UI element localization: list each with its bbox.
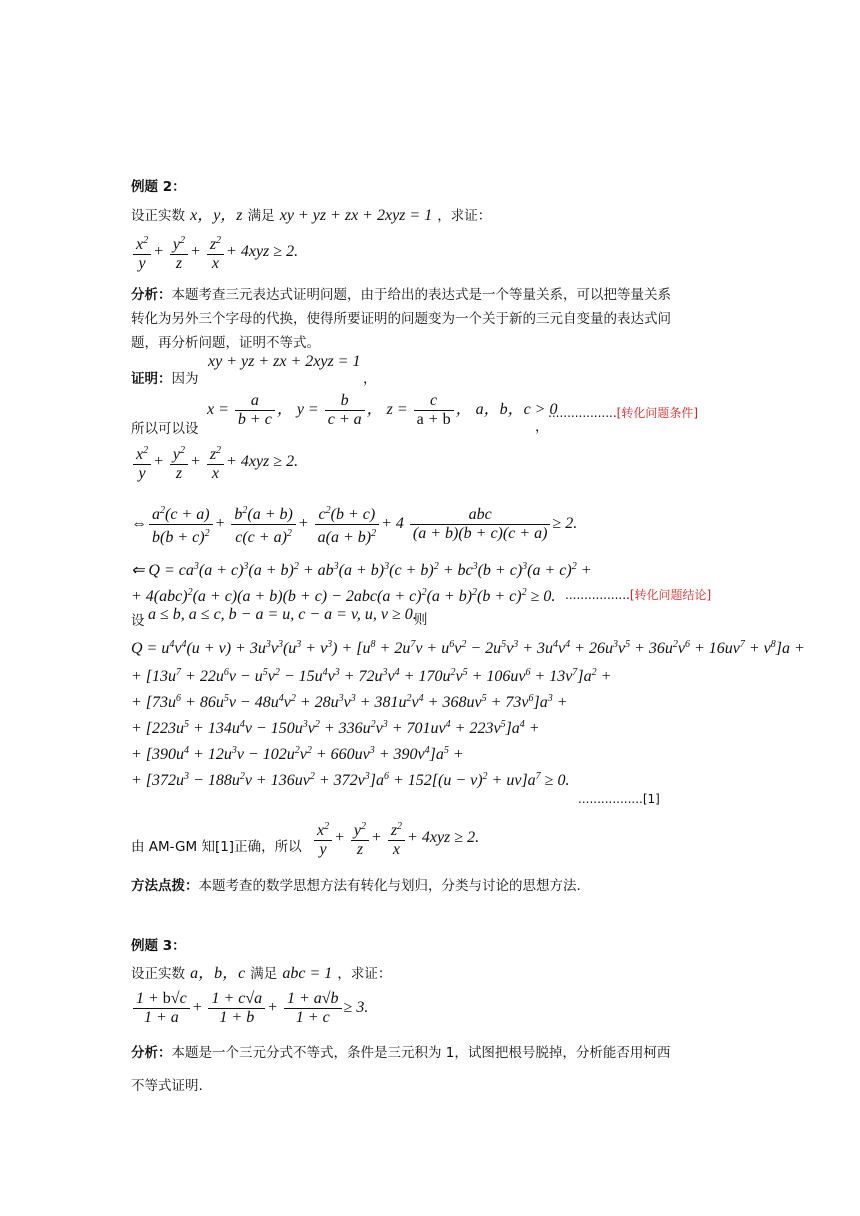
tag-1: [1] — [642, 792, 660, 806]
analysis-label: 分析： — [131, 287, 172, 303]
target-inequality-2: $\frac{x^2}{y}$ + $\frac{y^2}{z}$ + $\frac{z^2}{x}$ + 4xyz ≥ 2. — [131, 442, 298, 483]
q-expansion-1: $Q = u^4v^4(u + v) + 3u^3v^3(u^3 + v^3) + [u^8 + 2u^7v + u^6v^2 - 2u^5v^3 + 3u^4v^4 + 26u^3v^5 + 36u^2v^6 + 16uv^7 + v^8]a$ + — [131, 639, 805, 657]
positivity: a，b，c > 0 — [475, 401, 558, 419]
proof-condition: xy + yz + zx + 2xyz = 1 — [208, 353, 361, 370]
method-line — [131, 877, 581, 895]
q-expansion-5: + $[390u^4 + 12u^3v - 102u^2v^2 + 660uv^3 + 390v^4]a^5$ + — [131, 745, 464, 763]
ex3-statement-prefix: 设正实数 — [131, 966, 185, 982]
example3-statement — [131, 963, 391, 983]
target-inequality: $\frac{x^2}{y}$ + $\frac{y^2}{z}$ + $\frac{z^2}{x}$ + 4xyz ≥ 2. — [131, 232, 298, 273]
q-expansion-6: + $[372u^3 - 188u^2v + 136uv^2 + 372v^3]a^6 + 152[(u - v)^2 + uv]a^7 \ge 0$. — [131, 771, 570, 789]
ex3-statement-mid: 满足 — [250, 966, 278, 982]
dots-1 — [548, 404, 698, 421]
analysis-line-3: 题，再分析问题，证明不等式。 — [131, 335, 320, 351]
then-label: 则 — [414, 612, 428, 628]
set-condition: a ≤ b, a ≤ c, b − a = u, c − a = v, u, v ≥ 0. — [148, 606, 417, 623]
dots-3 — [578, 792, 660, 806]
example3-title: 例题 3： — [131, 938, 186, 954]
tag-transform-condition: [转化问题条件] — [616, 406, 699, 420]
q-expansion-4: + $[223u^5 + 134u^4v - 150u^3v^2 + 336u^2v^3 + 701uv^4 + 223v^5]a^4$ + — [131, 719, 540, 737]
ex3-target-inequality: $\frac{1 + b√c}{1 + a}$ + $\frac{1 + c√a}{1 + b}$ + $\frac{1 + a√b}{1 + c}$ ≥ 3. — [131, 990, 368, 1027]
set-label: 设 — [131, 613, 145, 629]
statement-condition: xy + yz + zx + 2xyz = 1 — [279, 207, 433, 224]
method-text: 本题考查的数学思想方法有转化与划归，分类与讨论的思想方法. — [198, 878, 581, 894]
proof-set: 所以可以设 — [131, 421, 199, 437]
dots-2-text: ................. — [565, 588, 630, 602]
equivalent-form: ⇔ $\frac{a^2(c + a)}{b(b + c)^2}$ + $\frac{b^2(a + b)}{c(c + a)^2}$ + $\frac{c^2(b + c)}{a(a + b)^2}$ + 4 $\frac{\text{abc}}{(a + b)(b + c)(c + a)}$ ≥ 2. — [131, 502, 577, 547]
ex3-statement-condition: abc = 1 — [282, 965, 333, 982]
example2-statement — [131, 205, 491, 225]
ex3-analysis-line-2: 不等式证明. — [131, 1078, 203, 1094]
statement-vars: x，y，z — [190, 207, 243, 224]
ex3-statement-vars: a，b，c — [190, 965, 246, 982]
example2-title: 例题 2： — [131, 179, 186, 195]
analysis-text-1: 本题考查三元表达式证明问题，由于给出的表达式是一个等量关系，可以把等量关系 — [171, 287, 671, 303]
proof-because: 因为 — [171, 371, 199, 387]
q-definition: ⇐ $Q = ca^3(a + c)^3(a + b)^2 + ab^3(a + b)^3(c + b)^2 + bc^3(b + c)^3(a + c)^2$ + — [131, 561, 592, 579]
q-expansion-2: + $[13u^7 + 22u^6v - u^5v^2 - 15u^4v^3 + 72u^3v^4 + 170u^2v^5 + 106uv^6 + 13v^7]a^2$ + — [131, 667, 612, 685]
conclusion-inequality: $\frac{x^2}{y}$ + $\frac{y^2}{z}$ + $\frac{z^2}{x}$ + 4xyz ≥ 2. — [312, 818, 479, 859]
substitution-comma: ， — [535, 419, 549, 435]
analysis-line-1 — [131, 286, 671, 304]
statement-prefix: 设正实数 — [131, 208, 185, 224]
statement-mid: 满足 — [247, 208, 275, 224]
dots-1-text: .................. — [548, 406, 617, 420]
tag-transform-conclusion: [转化问题结论] — [629, 588, 712, 602]
ex3-analysis-label: 分析： — [131, 1045, 172, 1061]
dots-2 — [565, 586, 711, 603]
ex3-statement-suffix: ，求证： — [337, 966, 392, 982]
q-definition-2: + $4(abc)^2(a + c)(a + b)(b + c) - 2abc(a + c)^2(a + b)^2(b + c)^2 \ge 0$. — [131, 587, 556, 605]
dots-3-text: ................. — [578, 792, 643, 806]
method-label: 方法点拨： — [131, 878, 199, 894]
analysis-line-2: 转化为另外三个字母的代换，使得所要证明的问题变为一个关于新的三元自变量的表达式问 — [131, 311, 671, 327]
ex3-analysis-text-1: 本题是一个三元分式不等式，条件是三元积为 1，试图把根号脱掉，分析能否用柯西 — [171, 1045, 671, 1061]
statement-suffix: ，求证： — [437, 208, 492, 224]
conclusion-prefix: 由 AM-GM 知[1]正确，所以 — [131, 839, 302, 855]
proof-comma: ， — [363, 371, 377, 387]
substitution: x = $\frac{a}{b + c}$ ， y = $\frac{b}{c + a}$ ， z = $\frac{c}{a + b}$ ， a，b，c > 0 — [207, 392, 558, 428]
proof-line — [131, 370, 199, 388]
q-expansion-3: + $[73u^6 + 86u^5v - 48u^4v^2 + 28u^3v^3 + 381u^2v^4 + 368uv^5 + 73v^6]a^3$ + — [131, 693, 568, 711]
ex3-analysis-line-1 — [131, 1044, 670, 1062]
proof-label: 证明： — [131, 371, 172, 387]
